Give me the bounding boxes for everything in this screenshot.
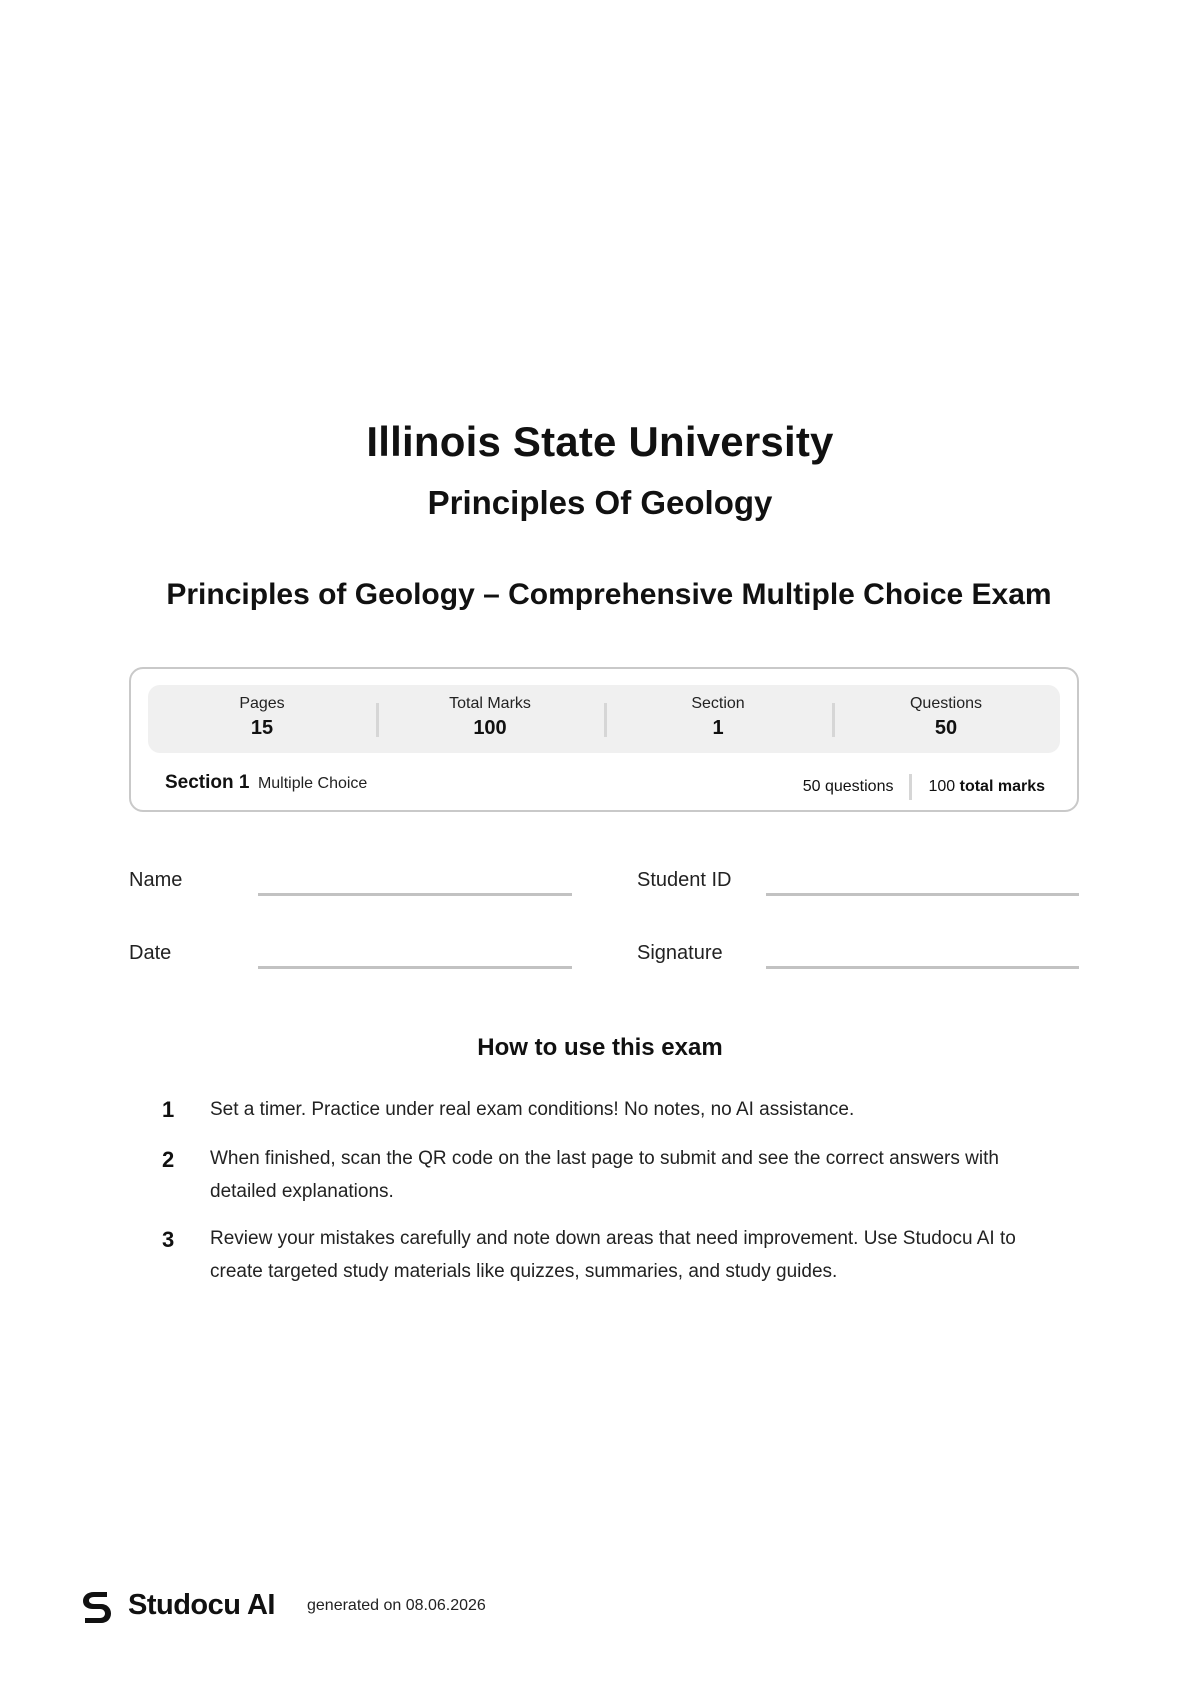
signature-line[interactable] (766, 966, 1079, 969)
signature-label: Signature (637, 942, 723, 964)
section-question-count: 50 questions (802, 778, 894, 795)
university-title: Illinois State University (366, 418, 834, 465)
stat-value: 1 (712, 717, 724, 739)
stat-questions (832, 685, 1060, 753)
generated-date: generated on 08.06.2026 (307, 1597, 486, 1614)
stat-value: 50 (934, 717, 958, 739)
step-text: Set a timer. Practice under real exam conditions! No notes, no AI assistance. (210, 1099, 855, 1120)
step-text: Review your mistakes carefully and note down areas that need improvement. Use Studocu AI to create targeted study materials like quizzes, summaries, and study guides. (210, 1228, 1016, 1282)
student-id-line[interactable] (766, 893, 1079, 896)
meta-divider (909, 774, 912, 800)
step-number: 1 (162, 1097, 175, 1122)
section-marks-suffix: total marks (959, 778, 1045, 795)
stat-pages (148, 685, 376, 753)
exam-title: Principles of Geology – Comprehensive Multiple Choice Exam (166, 578, 1052, 611)
section-total-marks (928, 778, 1045, 796)
section-summary-row (165, 772, 1045, 796)
studocu-logo-icon (80, 1588, 114, 1626)
stat-value: 100 (473, 717, 507, 739)
footer-brand: Studocu AI (128, 1589, 275, 1621)
section-name: Section 1 (165, 772, 250, 793)
stat-section (604, 685, 832, 753)
date-line[interactable] (258, 966, 572, 969)
name-line[interactable] (258, 893, 572, 896)
stat-label: Section (691, 695, 745, 712)
step-number: 2 (162, 1147, 175, 1172)
date-label: Date (129, 942, 172, 964)
stat-label: Questions (909, 695, 983, 712)
step-number: 3 (162, 1227, 175, 1252)
student-id-label: Student ID (637, 869, 732, 891)
section-type: Multiple Choice (257, 775, 368, 792)
course-title: Principles Of Geology (427, 484, 773, 521)
stat-value: 15 (250, 717, 274, 739)
instructions-title: How to use this exam (477, 1034, 723, 1061)
exam-stats-bar (148, 685, 1060, 753)
name-label: Name (129, 869, 183, 891)
exam-info-card (129, 667, 1079, 812)
stat-label: Pages (239, 695, 285, 712)
stat-total-marks (376, 685, 604, 753)
section-marks-number: 100 (928, 778, 956, 795)
step-text: When finished, scan the QR code on the last page to submit and see the correct answers with detailed explanations. (210, 1148, 999, 1202)
stat-label: Total Marks (449, 695, 531, 712)
section-meta (803, 774, 1045, 800)
